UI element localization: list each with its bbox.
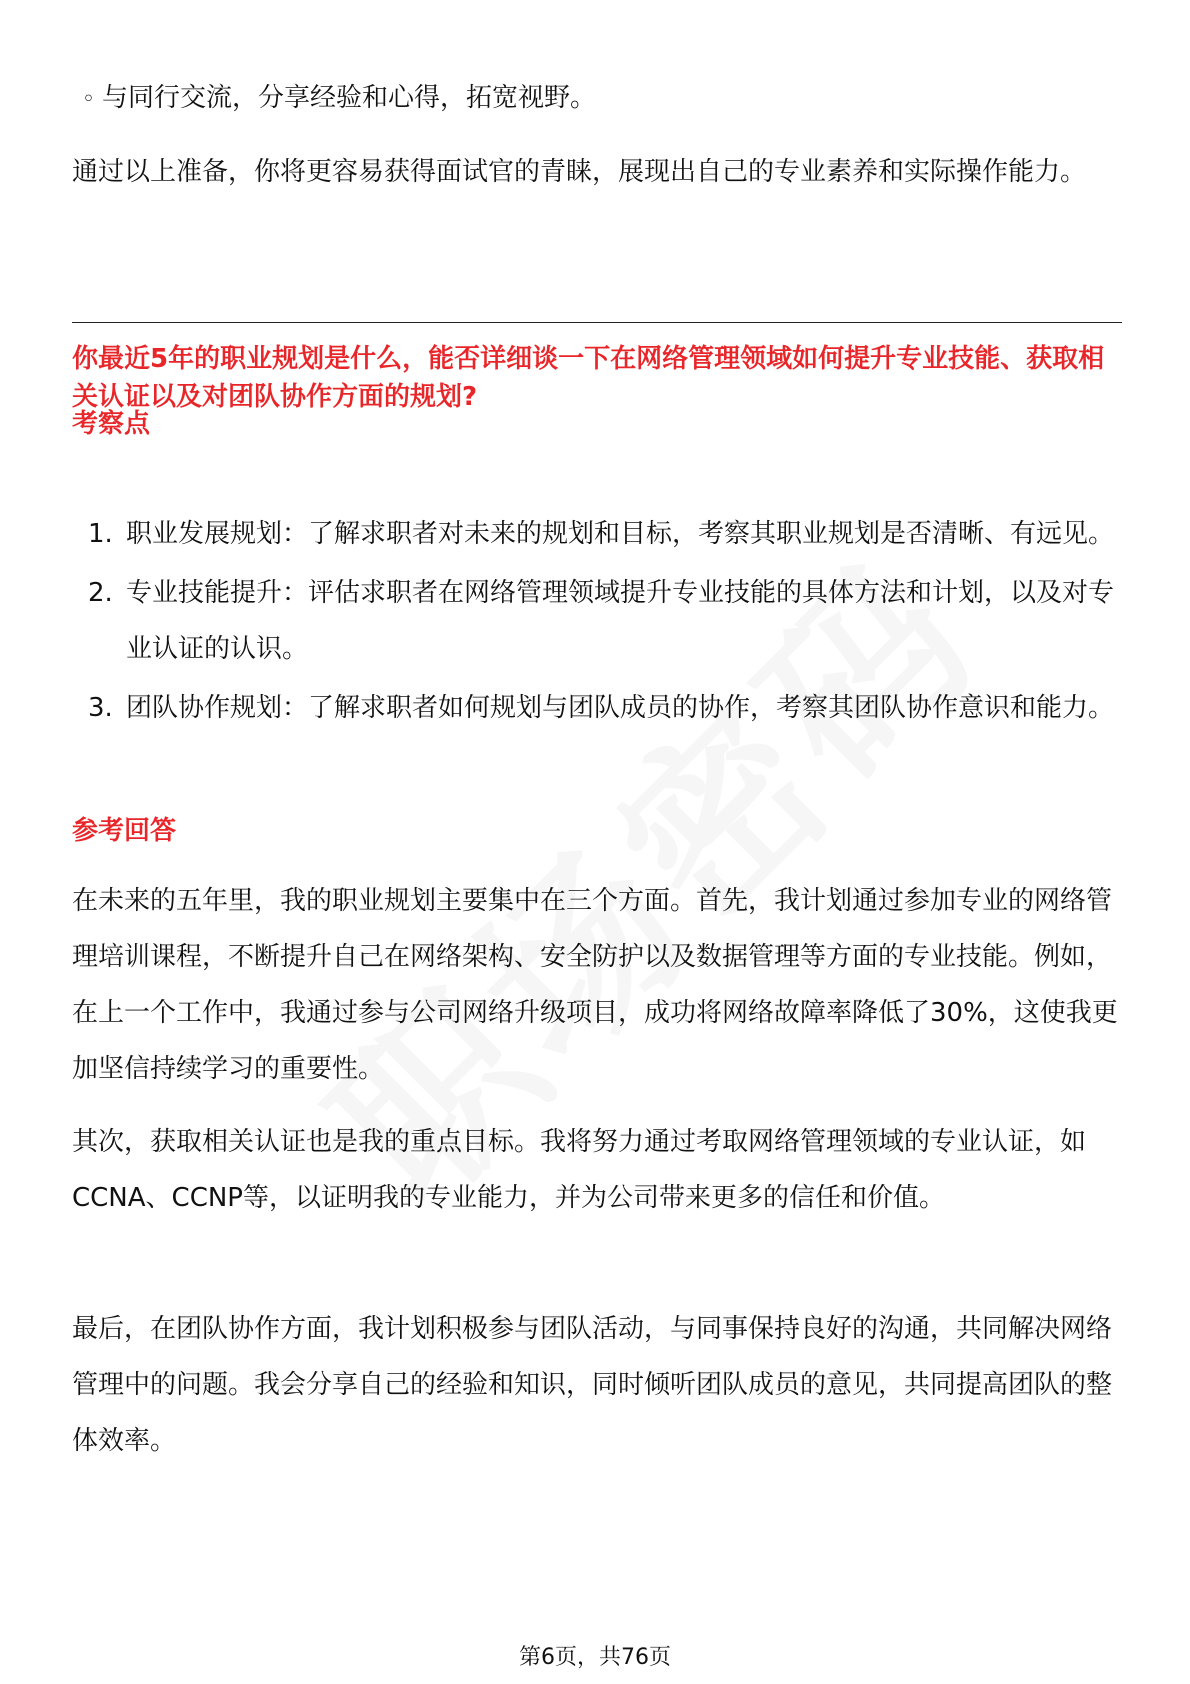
question-heading: 你最近5年的职业规划是什么，能否详细谈一下在网络管理领域如何提升专业技能、获取相关认证以及对团队协作方面的规划? [72, 344, 1105, 412]
list-item-text: 职业发展规划：了解求职者对未来的规划和目标，考察其职业规划是否清晰、有远见。 [126, 519, 1115, 549]
list-number: 3. [88, 693, 113, 723]
list-item-text: 专业技能提升：评估求职者在网络管理领域提升专业技能的具体方法和计划，以及对专业认证的认识。 [126, 578, 1115, 664]
answer-paragraph-3: 最后，在团队协作方面，我计划积极参与团队活动，与同事保持良好的沟通，共同解决网络管理中的问题。我会分享自己的经验和知识，同时倾听团队成员的意见，共同提高团队的整体效率。 [72, 1314, 1113, 1456]
intro-paragraph: 通过以上准备，你将更容易获得面试官的青睐，展现出自己的专业素养和实际操作能力。 [72, 157, 1087, 187]
sub-bullet-text: 与同行交流，分享经验和心得，拓宽视野。 [102, 83, 597, 113]
answer-paragraph-1: 在未来的五年里，我的职业规划主要集中在三个方面。首先，我计划通过参加专业的网络管理培训课程，不断提升自己在网络架构、安全防护以及数据管理等方面的专业技能。例如，在上一个工作中，我通过参与公司网络升级项目，成功将网络故障率降低了30%，这使我更加坚信持续学习的重要性。 [72, 886, 1118, 1084]
answer-paragraph-2: 其次，获取相关认证也是我的重点目标。我将努力通过考取网络管理领域的专业认证，如CCNA、CCNP等，以证明我的专业能力，并为公司带来更多的信任和价值。 [72, 1127, 1087, 1213]
list-item [72, 680, 1122, 736]
sub-bullet-item [82, 72, 596, 126]
list-item [72, 565, 1122, 677]
list-number: 2. [88, 578, 113, 608]
hollow-bullet-icon: ◦ [82, 87, 95, 112]
list-item [72, 506, 1122, 562]
assessment-heading: 考察点 [72, 409, 151, 439]
list-item-text: 团队协作规划：了解求职者如何规划与团队成员的协作，考察其团队协作意识和能力。 [126, 693, 1115, 723]
answer-heading: 参考回答 [72, 816, 177, 846]
list-number: 1. [88, 519, 113, 549]
page-footer: 第6页，共76页 [519, 1645, 671, 1670]
section-divider [72, 322, 1122, 323]
assessment-list [72, 506, 1122, 739]
